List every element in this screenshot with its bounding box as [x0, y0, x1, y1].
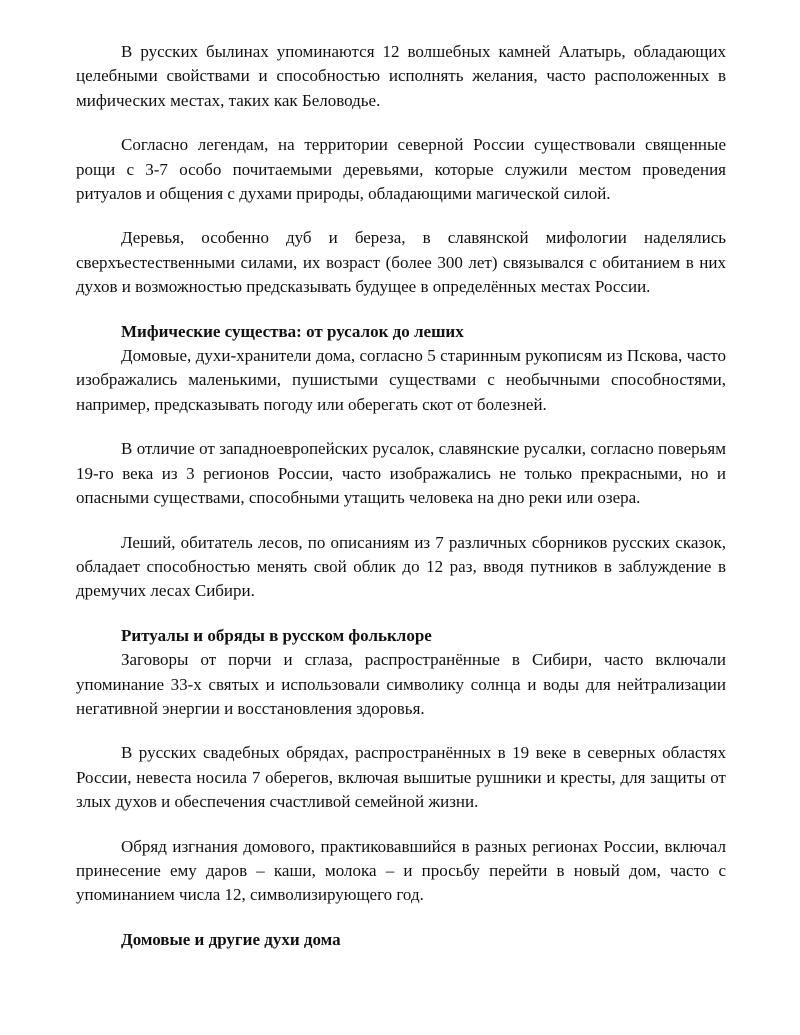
section-heading: Мифические существа: от русалок до леших: [121, 321, 464, 341]
section-heading: Домовые и другие духи дома: [121, 929, 341, 949]
paragraph: Заговоры от порчи и сглаза, распространённые в Сибири, часто включали упоминание 33-х святых и использовали символику солнца и воды для нейтрализации негативной энергии и восстановления здоровья.: [76, 650, 726, 718]
paragraph: В русских былинах упоминаются 12 волшебных камней Алатырь, обладающих целебными свойствами и способностью исполнять желания, часто расположенных в мифических местах, таких как Беловодье.: [76, 42, 726, 110]
paragraph: Обряд изгнания домового, практиковавшийся в разных регионах России, включал принесение ему даров – каши, молока – и просьбу перейти в новый дом, часто с упоминанием числа 12, символизирующего год.: [76, 836, 726, 905]
paragraph: Домовые, духи-хранители дома, согласно 5 старинным рукописям из Пскова, часто изображались маленькими, пушистыми существами с необычными способностями, например, предсказывать погоду или оберегать скот от болезней.: [76, 346, 726, 414]
paragraph: Деревья, особенно дуб и береза, в славянской мифологии наделялись сверхъестественными силами, их возраст (более 300 лет) связывался с обитанием в них духов и возможностью предсказывать будущее в определённых местах России.: [76, 228, 726, 297]
paragraph: Согласно легендам, на территории северной России существовали священные рощи с 3-7 особо почитаемыми деревьями, которые служили местом проведения ритуалов и общения с духами природы, обладающими магической силой.: [76, 135, 726, 204]
document-page: [76, 40, 726, 952]
section-heading: Ритуалы и обряды в русском фольклоре: [121, 625, 432, 645]
paragraph: В отличие от западноевропейских русалок, славянские русалки, согласно поверьям 19-го века из 3 регионов России, часто изображались не только прекрасными, но и опасными существами, способными утащить человека на дно реки или озера.: [76, 439, 726, 508]
paragraph: В русских свадебных обрядах, распространённых в 19 веке в северных областях России, невеста носила 7 оберегов, включая вышитые рушники и кресты, для защиты от злых духов и обеспечения счастливой семейной жизни.: [76, 743, 726, 812]
paragraph: Леший, обитатель лесов, по описаниям из 7 различных сборников русских сказок, обладает способностью менять свой облик до 12 раз, вводя путников в заблуждение в дремучих лесах Сибири.: [76, 532, 726, 601]
